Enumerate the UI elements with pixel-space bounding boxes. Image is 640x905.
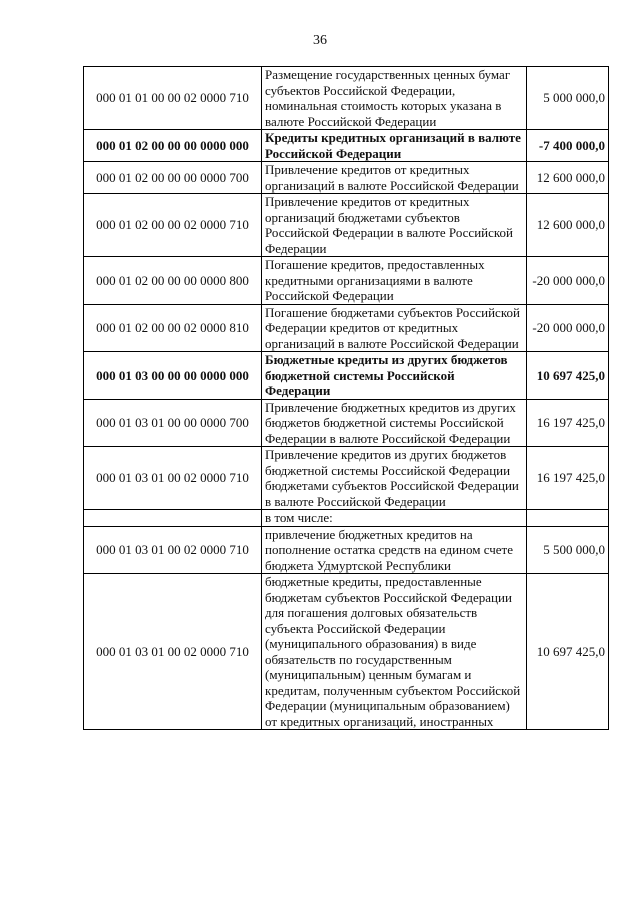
row-code: 000 01 03 01 00 02 0000 710 [84,447,262,510]
row-name: Погашение кредитов, предоставленных кредитными организациями в валюте Российской Федерации [262,257,527,305]
row-code [84,510,262,527]
row-code: 000 01 03 01 00 00 0000 700 [84,399,262,447]
table-row [84,194,609,257]
row-name: в том числе: [262,510,527,527]
table-row [84,67,609,130]
row-sum: 5 000 000,0 [527,67,609,130]
row-sum: 16 197 425,0 [527,399,609,447]
row-code: 000 01 01 00 00 02 0000 710 [84,67,262,130]
row-sum: -20 000 000,0 [527,257,609,305]
row-code: 000 01 03 01 00 02 0000 710 [84,526,262,574]
row-code: 000 01 03 01 00 02 0000 710 [84,574,262,730]
table-row [84,510,609,527]
table-row [84,352,609,400]
row-sum: 12 600 000,0 [527,194,609,257]
row-sum: -20 000 000,0 [527,304,609,352]
row-name: Кредиты кредитных организаций в валюте Российской Федерации [262,130,527,162]
row-sum: -7 400 000,0 [527,130,609,162]
table-row [84,447,609,510]
row-sum: 10 697 425,0 [527,574,609,730]
row-name: Привлечение бюджетных кредитов из других бюджетов бюджетной системы Российской Федерации в валюте Российской Федерации [262,399,527,447]
row-name: бюджетные кредиты, предоставленные бюджетам субъектов Российской Федерации для погашения долговых обязательств субъекта Российской Федерации (муниципального образования) в виде обязательств по государственным (муниципальным) ценным бумагам и кредитам, полученным субъектом Российской Федерации (муниципальным образованием) от кредитных организаций, иностранных [262,574,527,730]
page-number: 36 [313,33,327,48]
table-row [84,304,609,352]
row-name: Привлечение кредитов из других бюджетов бюджетной системы Российской Федерации бюджетами субъектов Российской Федерации в валюте Российской Федерации [262,447,527,510]
row-name: привлечение бюджетных кредитов на пополнение остатка средств на едином счете бюджета Удмуртской Республики [262,526,527,574]
row-sum: 16 197 425,0 [527,447,609,510]
table-row [84,130,609,162]
table-row [84,162,609,194]
table-row [84,399,609,447]
row-sum [527,510,609,527]
row-name: Погашение бюджетами субъектов Российской Федерации кредитов от кредитных организаций в валюте Российской Федерации [262,304,527,352]
table-row [84,526,609,574]
budget-sources-table [83,66,609,730]
row-name: Привлечение кредитов от кредитных организаций бюджетами субъектов Российской Федерации в валюте Российской Федерации [262,194,527,257]
row-name: Размещение государственных ценных бумаг субъектов Российской Федерации, номинальная стоимость которых указана в валюте Российской Федерации [262,67,527,130]
row-code: 000 01 03 00 00 00 0000 000 [84,352,262,400]
row-name: Бюджетные кредиты из других бюджетов бюджетной системы Российской Федерации [262,352,527,400]
table-row [84,574,609,730]
table-row [84,257,609,305]
row-sum: 5 500 000,0 [527,526,609,574]
row-code: 000 01 02 00 00 00 0000 800 [84,257,262,305]
row-name: Привлечение кредитов от кредитных организаций в валюте Российской Федерации [262,162,527,194]
table-body [84,67,609,730]
row-sum: 12 600 000,0 [527,162,609,194]
row-code: 000 01 02 00 00 02 0000 810 [84,304,262,352]
row-code: 000 01 02 00 00 00 0000 700 [84,162,262,194]
row-code: 000 01 02 00 00 02 0000 710 [84,194,262,257]
row-sum: 10 697 425,0 [527,352,609,400]
row-code: 000 01 02 00 00 00 0000 000 [84,130,262,162]
